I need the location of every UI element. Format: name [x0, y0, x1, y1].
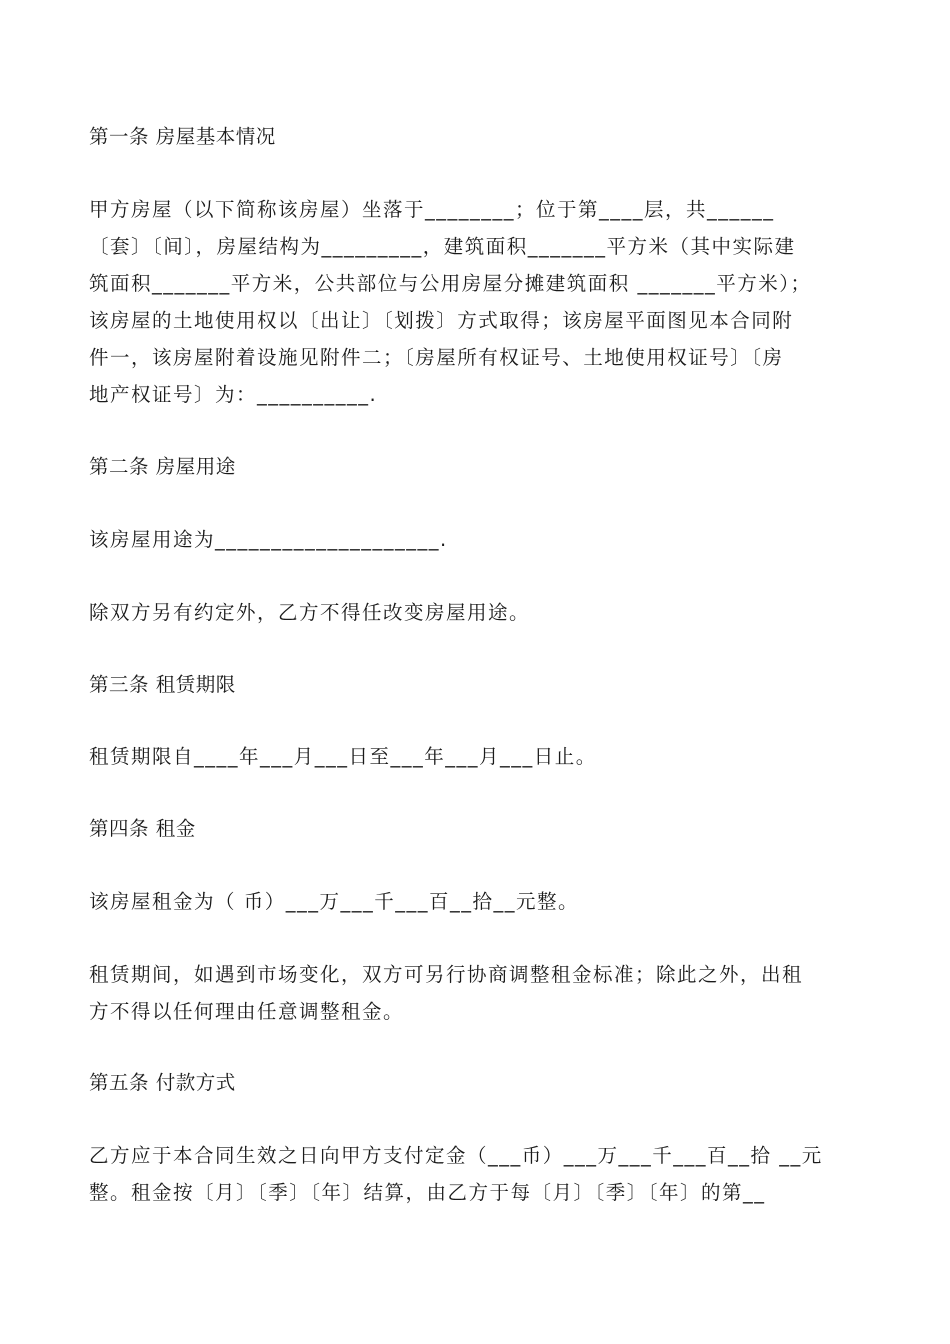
article-4-paragraph-1: 该房屋租金为（ 币）___万___千___百__拾__元整。 [89, 890, 579, 913]
article-3-heading: 第三条 租赁期限 [89, 673, 236, 696]
article-2-paragraph-1: 该房屋用途为____________________. [89, 528, 448, 551]
article-4-paragraph-2-line-2: 方不得以任何理由任意调整租金。 [89, 1000, 405, 1023]
article-5-paragraph-line-1: 乙方应于本合同生效之日向甲方支付定金（___币）___万___千___百__拾 __元 [89, 1144, 823, 1167]
article-2-heading: 第二条 房屋用途 [89, 455, 236, 478]
article-1-heading: 第一条 房屋基本情况 [89, 125, 276, 148]
article-1-paragraph-line-3: 筑面积_______平方米，公共部位与公用房屋分摊建筑面积 _______平方米）； [89, 272, 812, 295]
article-1-paragraph-line-1: 甲方房屋（以下简称该房屋）坐落于________；位于第____层，共______ [89, 198, 775, 221]
article-5-heading: 第五条 付款方式 [89, 1071, 236, 1094]
article-1-paragraph-line-5: 件一，该房屋附着设施见附件二；〔房屋所有权证号、土地使用权证号〕〔房 [89, 346, 784, 369]
article-4-heading: 第四条 租金 [89, 817, 196, 840]
article-1-paragraph-line-4: 该房屋的土地使用权以〔出让〕〔划拨〕方式取得；该房屋平面图见本合同附 [89, 309, 794, 332]
article-5-paragraph-line-2: 整。租金按〔月〕〔季〕〔年〕结算，由乙方于每〔月〕〔季〕〔年〕的第__ [89, 1181, 766, 1204]
article-4-paragraph-2-line-1: 租赁期间，如遇到市场变化，双方可另行协商调整租金标准；除此之外，出租 [89, 963, 804, 986]
article-2-paragraph-2: 除双方另有约定外，乙方不得任改变房屋用途。 [89, 601, 531, 624]
article-1-paragraph-line-2: 〔套〕〔间〕，房屋结构为_________，建筑面积_______平方米（其中实际建 [89, 235, 796, 258]
article-3-paragraph-1: 租赁期限自____年___月___日至___年___月___日止。 [89, 745, 597, 768]
article-1-paragraph-line-6: 地产权证号〕为：__________. [89, 383, 378, 406]
